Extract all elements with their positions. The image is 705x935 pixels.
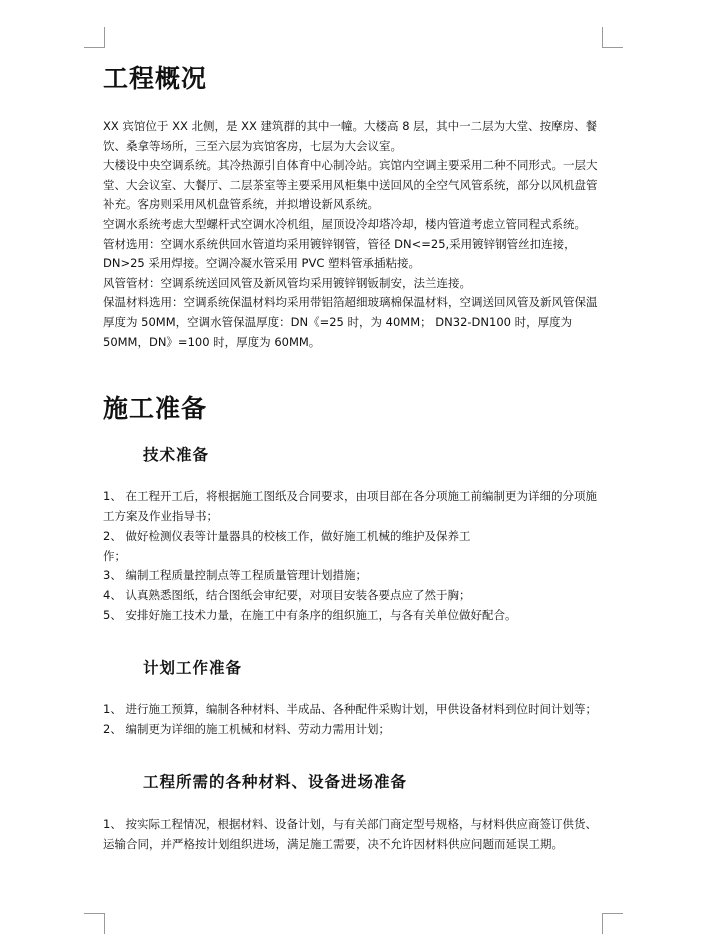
list-item: 5、 安排好施工技术力量，在施工中有条序的组织施工，与各有关单位做好配合。 [103,607,517,622]
planning-list [103,700,603,740]
materials-list [103,815,603,855]
page-corner-mark-top-left [84,27,105,48]
list-item: 1、 在工程开工后，将根据施工图纸及合同要求，由项目部在各分项施工前编制更为详细的分项施工方案及作业指导书； [103,489,597,523]
list-item: 作； [103,548,126,563]
section-heading-materials: 工程所需的各种材料、设备进场准备 [143,772,408,792]
overview-paragraph: 大楼设中央空调系统。其冷热源引自体育中心制冷站。宾馆内空调主要采用二种不同形式。一层大堂、大会议室、大餐厅、二层茶室等主要采用风柜集中送回风的全空气风管系统，部分以风机盘管补充。客房则采用风机盘管系统，并拟增设新风系统。 [103,158,598,212]
overview-paragraph: 风管管材：空调系统送回风管及新风管均采用镀锌钢钣制安，法兰连接。 [103,275,471,290]
technical-list [103,487,603,626]
overview-title: 工程概况 [103,64,208,93]
list-item: 1、 进行施工预算，编制各种材料、半成品、各种配件采购计划，甲供设备材料到位时间计划等； [103,701,597,716]
section-heading-technical: 技术准备 [143,445,210,465]
page-corner-mark-bottom-left [84,913,105,934]
page-corner-mark-bottom-right [602,913,623,934]
document-page [103,62,603,855]
list-item: 4、 认真熟悉图纸，结合图纸会审纪要，对项目安装各要点应了然于胸； [103,588,471,603]
preparation-title: 施工准备 [103,394,208,424]
list-item: 1、 按实际工程情况，根据材料、设备计划，与有关部门商定型号规格，与材料供应商签订供货、运输合同，并严格按计划组织进场，满足施工需要，决不允许因材料供应问题而延误工期。 [103,817,597,852]
overview-paragraph: XX 宾馆位于 XX 北侧，是 XX 建筑群的其中一幢。大楼高 8 层，其中一二层为大堂、按摩房、餐饮、桑拿等场所，三至六层为宾馆客房，七层为大会议室。 [103,119,598,153]
section-heading-planning: 计划工作准备 [143,657,243,677]
list-item: 3、 编制工程质量控制点等工程质量管理计划措施； [103,568,367,583]
list-item: 2、 编制更为详细的施工机械和材料、劳动力需用计划； [103,721,390,736]
page-corner-mark-top-right [602,27,623,48]
overview-paragraph: 空调水系统考虑大型螺杆式空调水冷机组，屋顶设冷却塔冷却，楼内管道考虑立管同程式系统。 [103,216,586,231]
list-item: 2、 做好检测仪表等计量器具的校核工作，做好施工机械的维护及保养工 [103,528,471,543]
overview-paragraph: 管材选用：空调水系统供回水管道均采用镀锌钢管，管径 DN<=25,采用镀锌钢管丝扣连接，DN>25 采用焊接。空调冷凝水管采用 PVC 塑料管承插粘接。 [103,236,576,271]
overview-paragraph: 保温材料选用：空调系统保温材料均采用带铝箔超细玻璃棉保温材料，空调送回风管及新风管保温厚度为 50MM，空调水管保温厚度：DN《=25 时，为 40MM； DN32-DN100 时，厚度为 50MM，DN》=100 时，厚度为 60MM。 [103,295,598,349]
